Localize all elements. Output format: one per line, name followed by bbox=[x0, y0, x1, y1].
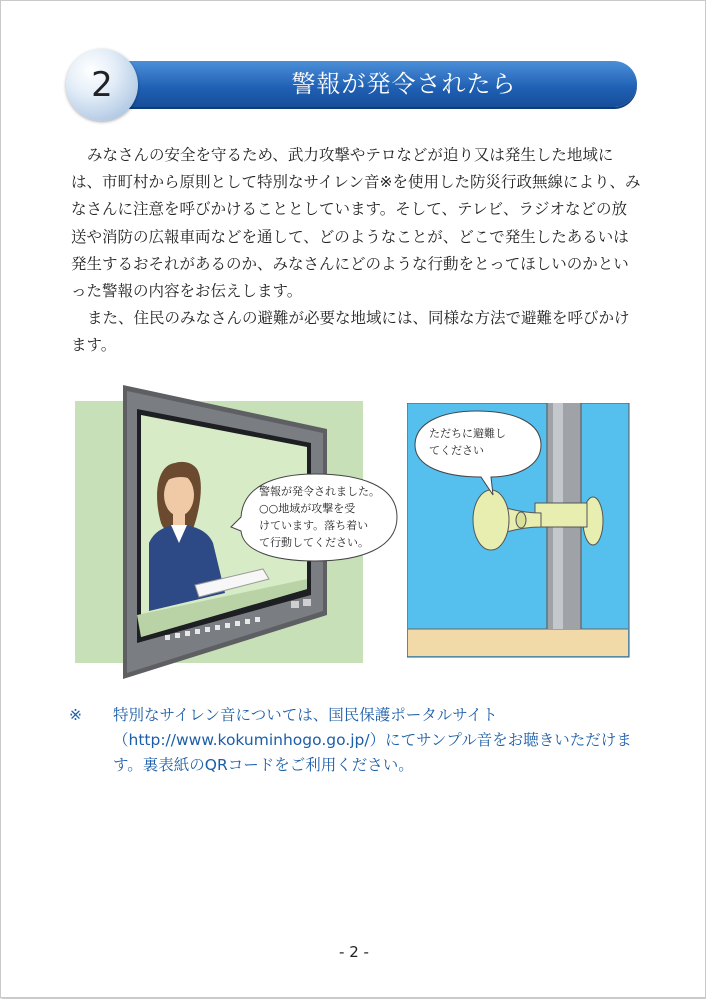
body-text bbox=[71, 142, 641, 360]
paragraph-2: また、住民のみなさんの避難が必要な地域には、同様な方法で避難を呼びかけます。 bbox=[71, 309, 630, 355]
section-number: 2 bbox=[66, 49, 138, 121]
tv-bubble-line-3: けています。落ち着い bbox=[259, 519, 369, 532]
page-number: - 2 - bbox=[339, 943, 369, 961]
footnote-mark: ※ bbox=[69, 706, 82, 724]
tv-bubble-text bbox=[259, 483, 399, 551]
tv-speech-bubble bbox=[229, 471, 401, 565]
tv-bubble-line-2: ○○地域が攻撃を受 bbox=[259, 502, 356, 515]
paragraph-1: みなさんの安全を守るため、武力攻撃やテロなどが迫り又は発生した地域には、市町村から原則として特別なサイレン音※を使用した防災行政無線により、みなさんに注意を呼びかけることとしています。そして、テレビ、ラジオなどの放送や消防の広報車両などを通して、どのようなことが、どこで発生したあるいは発生するおそれがあるのか、みなさんにどのような行動をとってほしいのかといった警報の内容をお伝えします。 bbox=[71, 146, 641, 301]
siren-speaker-illustration bbox=[407, 403, 631, 659]
section-banner bbox=[101, 61, 637, 107]
speaker-bubble-line-1: ただちに避難し bbox=[429, 427, 506, 440]
speaker-bubble-text bbox=[429, 425, 539, 459]
section-title: 警報が発令されたら bbox=[291, 70, 517, 98]
footnote-text: 特別なサイレン音については、国民保護ポータルサイト（http://www.kokuminhogo.go.jp/）にてサンプル音をお聴きいただけます。裏表紙のQRコードをご利用ください。 bbox=[113, 706, 632, 774]
tv-bubble-line-1: 警報が発令されました。 bbox=[259, 485, 380, 498]
speaker-bubble-line-2: てください bbox=[429, 444, 484, 457]
tv-bubble-line-4: て行動してください。 bbox=[259, 536, 369, 549]
